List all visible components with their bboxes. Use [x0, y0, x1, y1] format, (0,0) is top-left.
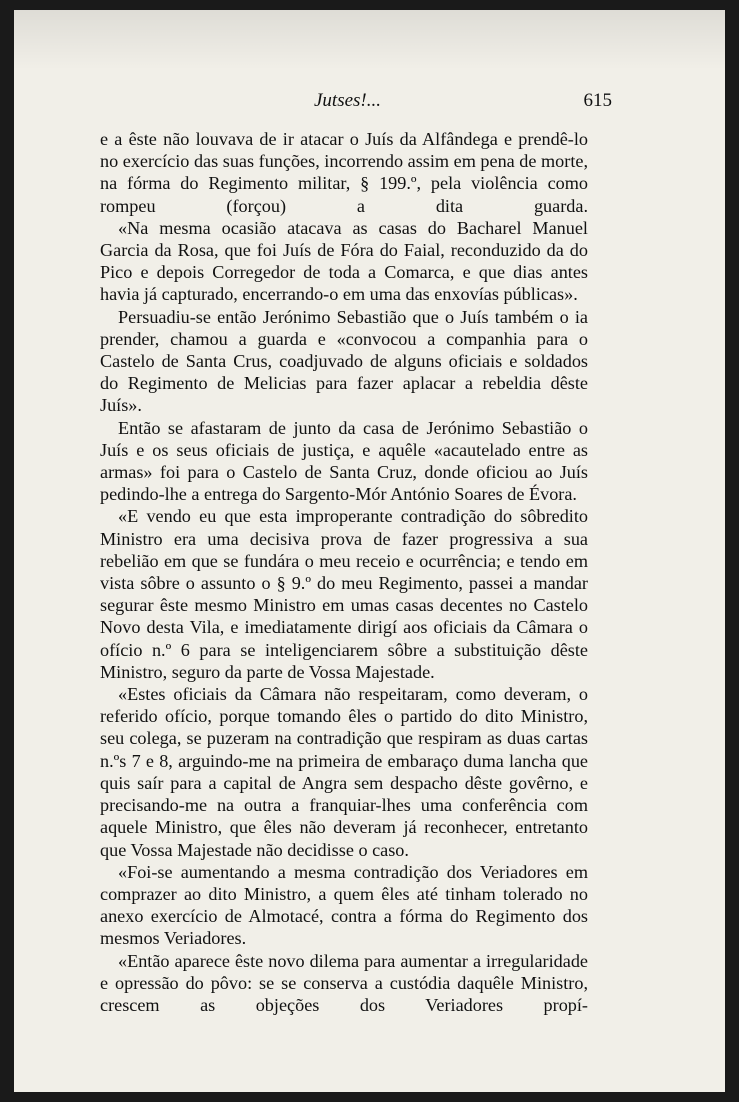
paragraph-3: Persuadiu-se então Jerónimo Sebastião que o Juís também o ia prender, chamou a guarda e «convocou a companhia para o Castelo de Santa Crus, coadjuvado de alguns oficiais e soldados do Regimento de Melicias para fazer aplacar a rebeldia dêste Juís». — [100, 306, 588, 416]
paragraph-1: e a êste não louvava de ir atacar o Juís da Alfândega e prendê-lo no exercício das suas funções, incorrendo assim em pena de morte, na fórma do Regimento militar, § 199.º, pela violência como rompeu (forçou) a dita guarda. — [100, 129, 588, 216]
page-header — [114, 90, 614, 118]
paragraph-2: «Na mesma ocasião atacava as casas do Bacharel Manuel Garcia da Rosa, que foi Juís de Fóra do Faial, reconduzido da do Pico e depois Corregedor de toda a Comarca, e que dias antes havia já capturado, encerrando-o em uma das enxovías públicas». — [100, 217, 588, 305]
body-text — [100, 128, 588, 1016]
paragraph-5: «E vendo eu que esta improperante contradição do sôbredito Ministro era uma decisiva prova de fazer progressiva a sua rebelião em que se fundára o meu receio e ocurrência; e tendo em vista sôbre o assunto o § 9.º do meu Regimento, passei a mandar segurar êste mesmo Ministro em umas casas decentes no Castelo Novo desta Vila, e imediatamente dirigí aos oficiais da Câmara o ofício n.º 6 para se inteligenciarem sôbre a substituição dêste Ministro, seguro da parte de Vossa Majestade. — [100, 506, 588, 682]
running-title: Jutses!... — [314, 90, 382, 111]
paragraph-8: «Então aparece êste novo dilema para aumentar a irregularidade e opressão do pôvo: se se conserva a custódia daquêle Ministro, crescem as objeções dos Veriadores propí- — [100, 950, 588, 1015]
paragraph-4: Então se afastaram de junto da casa de Jerónimo Sebastião o Juís e os seus oficiais de justiça, e aquêle «acautelado entre as armas» foi para o Castelo de Santa Cruz, donde oficiou ao Juís pedindo-lhe a entrega do Sargento-Mór António Soares de Évora. — [100, 417, 588, 505]
paragraph-6: «Estes oficiais da Câmara não respeitaram, como deveram, o referido ofício, porque tomando êles o partido do dito Ministro, seu colega, se puzeram na contradição que respiram as duas cartas n.ºs 7 e 8, arguindo-me na primeira de embaraço duma lancha que quis saír para a capital de Angra sem despacho dêste govêrno, e precisando-me na outra a franquiar-lhes uma conferência com aquele Ministro, que êles não deveram já reconhecer, entretanto que Vossa Majestade não decidisse o caso. — [100, 684, 588, 860]
paragraph-7: «Foi-se aumentando a mesma contradição dos Veriadores em comprazer ao dito Ministro, a quem êles até tinham tolerado no anexo exercício de Almotacé, contra a fórma do Regimento dos mesmos Veriadores. — [100, 861, 588, 949]
page-number: 615 — [583, 90, 612, 111]
